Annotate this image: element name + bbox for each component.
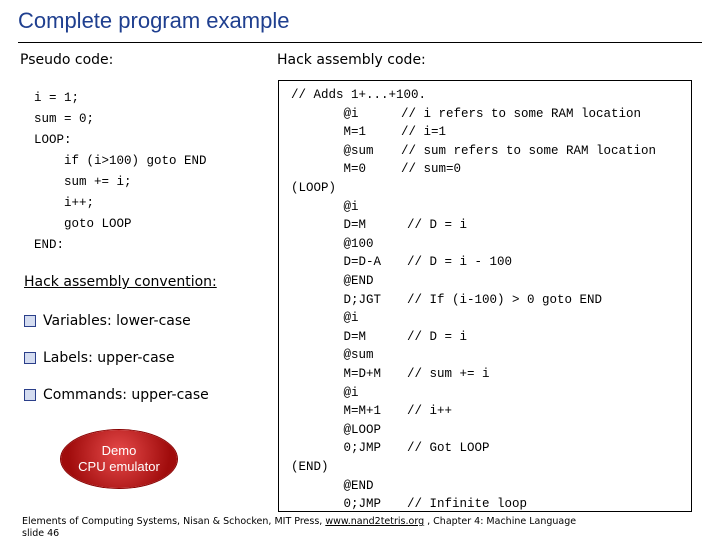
convention-item-label: Commands: upper-case bbox=[43, 387, 209, 403]
square-bullet-icon bbox=[24, 389, 36, 401]
hack-code-line: @LOOP bbox=[291, 422, 382, 437]
hack-code-line: @i bbox=[291, 311, 359, 326]
hack-code-line: M=D+M bbox=[291, 367, 382, 381]
footer bbox=[22, 516, 576, 540]
square-bullet-icon bbox=[24, 315, 36, 327]
hack-code-comment: // If (i-100) > 0 goto END bbox=[407, 292, 603, 307]
hack-code-comment: // sum += i bbox=[407, 367, 490, 381]
hack-code-line: M=0 bbox=[291, 162, 367, 177]
hack-code-comment: // i=1 bbox=[401, 125, 447, 140]
hack-code-line: D=M bbox=[291, 329, 367, 344]
hack-code-line: @END bbox=[291, 274, 374, 288]
hack-code-line: D=M bbox=[291, 218, 367, 233]
hack-code-comment: // sum=0 bbox=[401, 162, 462, 177]
hack-code-line: // Adds 1+...+100. bbox=[291, 88, 427, 102]
convention-item-label: Labels: upper-case bbox=[43, 350, 175, 366]
title-rule bbox=[18, 42, 702, 43]
hack-code-box bbox=[278, 80, 692, 512]
hack-code-line: M=M+1 bbox=[291, 404, 382, 419]
hack-code-line: M=1 bbox=[291, 125, 367, 140]
hack-code-comment: // D = i bbox=[407, 329, 468, 344]
footer-citation: Elements of Computing Systems, Nisan & Schocken, MIT Press, bbox=[22, 516, 326, 527]
pseudo-line: sum += i; bbox=[34, 175, 132, 189]
convention-heading: Hack assembly convention: bbox=[24, 274, 217, 290]
hack-code-comment: // D = i - 100 bbox=[407, 255, 513, 270]
hack-code-comment: // sum refers to some RAM location bbox=[401, 143, 657, 158]
square-bullet-icon bbox=[24, 352, 36, 364]
pseudo-line: i++; bbox=[34, 196, 95, 210]
hack-code-line: @sum bbox=[291, 348, 374, 363]
hack-code-line: D;JGT bbox=[291, 292, 382, 307]
pseudo-line: LOOP: bbox=[34, 133, 72, 147]
pseudo-code-header: Pseudo code: bbox=[20, 52, 114, 68]
hack-code-comment: // i refers to some RAM location bbox=[401, 106, 642, 121]
hack-code-header: Hack assembly code: bbox=[277, 52, 426, 68]
hack-code-line: 0;JMP bbox=[291, 441, 382, 456]
hack-code-line: @i bbox=[291, 385, 359, 400]
hack-code-comment: // D = i bbox=[407, 218, 468, 233]
pseudo-line: goto LOOP bbox=[34, 217, 132, 231]
hack-code-comment: // i++ bbox=[407, 404, 453, 419]
hack-code-line: D=D-A bbox=[291, 255, 382, 270]
hack-code-line: 0;JMP bbox=[291, 497, 382, 512]
pseudo-line: sum = 0; bbox=[34, 112, 95, 126]
convention-item bbox=[24, 313, 191, 329]
hack-code-comment: // Got LOOP bbox=[407, 441, 490, 456]
hack-code-line: (END) bbox=[291, 460, 329, 474]
pseudo-line: i = 1; bbox=[34, 91, 80, 105]
hack-code-line: @i bbox=[291, 106, 359, 121]
footer-chapter: , Chapter 4: Machine Language bbox=[424, 516, 577, 527]
convention-item-label: Variables: lower-case bbox=[43, 313, 191, 329]
hack-code-line: @100 bbox=[291, 236, 374, 251]
hack-code-line: (LOOP) bbox=[291, 181, 337, 195]
hack-code-line: @i bbox=[291, 199, 359, 214]
convention-item bbox=[24, 387, 209, 403]
demo-label: Demo bbox=[101, 443, 137, 458]
convention-item bbox=[24, 350, 175, 366]
slide-title: Complete program example bbox=[18, 8, 290, 33]
hack-code-line: @sum bbox=[291, 143, 374, 158]
pseudo-line: END: bbox=[34, 238, 65, 252]
demo-cpu-emulator-button[interactable] bbox=[61, 430, 177, 488]
footer-link[interactable]: www.nand2tetris.org bbox=[325, 516, 425, 527]
hack-code-comment: // Infinite loop bbox=[407, 497, 528, 512]
pseudo-line: if (i>100) goto END bbox=[34, 154, 207, 168]
demo-sublabel: CPU emulator bbox=[78, 459, 160, 474]
hack-code-line: @END bbox=[291, 478, 374, 493]
slide-number: slide 46 bbox=[22, 528, 60, 539]
